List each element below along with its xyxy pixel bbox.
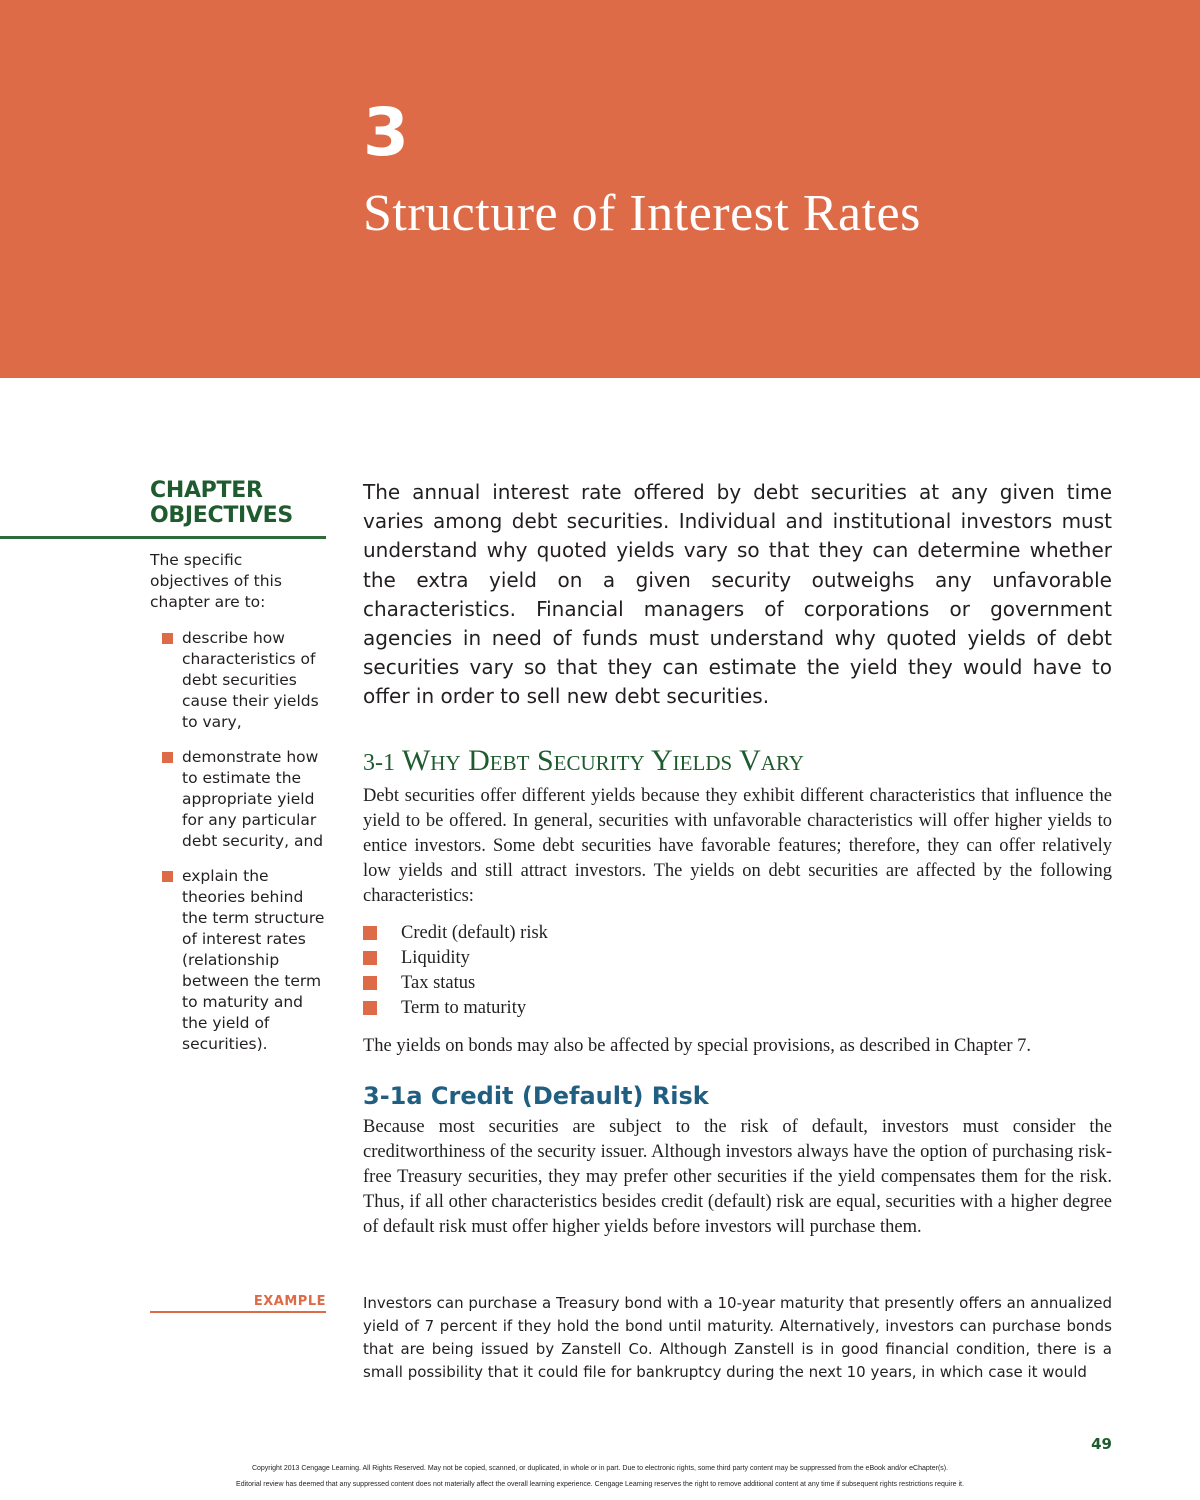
bullet-square-icon bbox=[363, 926, 377, 940]
bullet-square-icon bbox=[363, 976, 377, 990]
bullet-square-icon bbox=[162, 752, 173, 763]
intro-paragraph: The annual interest rate offered by debt securities at any given time varies among debt securities. Individual and institutional investors must understand why quoted yields vary so that they can determine whether the extra yield on a given security outweighs any unfavorable characteristics. Financial managers of corporations or government agencies in need of funds must understand why quoted yields of debt securities vary so that they can estimate the yield they would have to offer in order to sell new debt securities. bbox=[363, 480, 1112, 709]
chapter-title: Structure of Interest Rates bbox=[363, 185, 921, 242]
section-number: 3-1 bbox=[363, 750, 395, 776]
objectives-list bbox=[162, 628, 330, 1069]
characteristic-item: Liquidity bbox=[363, 946, 548, 971]
copyright-line-2: Editorial review has deemed that any suppressed content does not materially affect the overall learning experience. Cengage Learning reserves the right to remove additional content at any time if subsequent rights restrictions require it. bbox=[236, 1481, 964, 1488]
section-title: Why Debt Security Yields Vary bbox=[401, 744, 804, 777]
characteristic-item: Term to maturity bbox=[363, 996, 548, 1021]
bullet-square-icon bbox=[363, 951, 377, 965]
characteristic-item: Credit (default) risk bbox=[363, 921, 548, 946]
example-divider bbox=[150, 1311, 326, 1313]
objective-item: demonstrate how to estimate the appropriate yield for any particular debt security, and bbox=[162, 747, 330, 852]
example-label: EXAMPLE bbox=[253, 1294, 326, 1309]
provisions-sentence: The yields on bonds may also be affected by special provisions, as described in Chapter 7. bbox=[363, 1036, 1032, 1056]
subsection-paragraph: Because most securities are subject to the risk of default, investors must consider the creditworthiness of the security issuer. Although investors always have the option of purchasing risk-free Treasury securities, they may prefer other securities if the yield compensates them for the risk. Thus, if all other characteristics besides credit (default) risk are equal, securities with a higher degree of default risk must offer higher yields before investors will purchase them. bbox=[363, 1117, 1112, 1237]
objective-item: explain the theories behind the term structure of interest rates (relationship between the term to maturity and the yield of securities). bbox=[162, 866, 330, 1055]
objectives-divider bbox=[0, 536, 326, 539]
section-paragraph: Debt securities offer different yields because they exhibit different characteristics that influence the yield to be offered. In general, securities with unfavorable characteristics will offer higher yields to entice investors. Some debt securities have favorable features; therefore, they can offer relatively low yields and still attract investors. The yields on debt securities are affected by the following characteristics: bbox=[363, 786, 1112, 906]
chapter-number: 3 bbox=[363, 94, 409, 171]
page-number: 49 bbox=[1091, 1435, 1112, 1453]
bullet-square-icon bbox=[162, 633, 173, 644]
chapter-banner bbox=[0, 0, 1200, 378]
bullet-square-icon bbox=[363, 1001, 377, 1015]
copyright-line-1: Copyright 2013 Cengage Learning. All Rights Reserved. May not be copied, scanned, or duplicated, in whole or in part. Due to electronic rights, some third party content may be suppressed from the eBook and/or eChapter(s). bbox=[251, 1465, 949, 1472]
bullet-square-icon bbox=[162, 871, 173, 882]
example-text: Investors can purchase a Treasury bond with a 10-year maturity that presently offers an annualized yield of 7 percent if they hold the bond until maturity. Alternatively, investors can purchase bonds that are being issued by Zanstell Co. Although Zanstell is in good financial condition, there is a small possibility that it could file for bankruptcy during the next 10 years, in which case it would bbox=[363, 1294, 1112, 1381]
subsection-heading: 3-1a Credit (Default) Risk bbox=[363, 1082, 709, 1110]
chapter-objectives-heading: CHAPTER OBJECTIVES bbox=[150, 478, 293, 528]
objectives-intro: The specific objectives of this chapter are to: bbox=[150, 551, 282, 611]
characteristic-item: Tax status bbox=[363, 971, 548, 996]
section-heading bbox=[363, 744, 804, 780]
objective-item: describe how characteristics of debt securities cause their yields to vary, bbox=[162, 628, 330, 733]
characteristics-list bbox=[363, 921, 548, 1021]
